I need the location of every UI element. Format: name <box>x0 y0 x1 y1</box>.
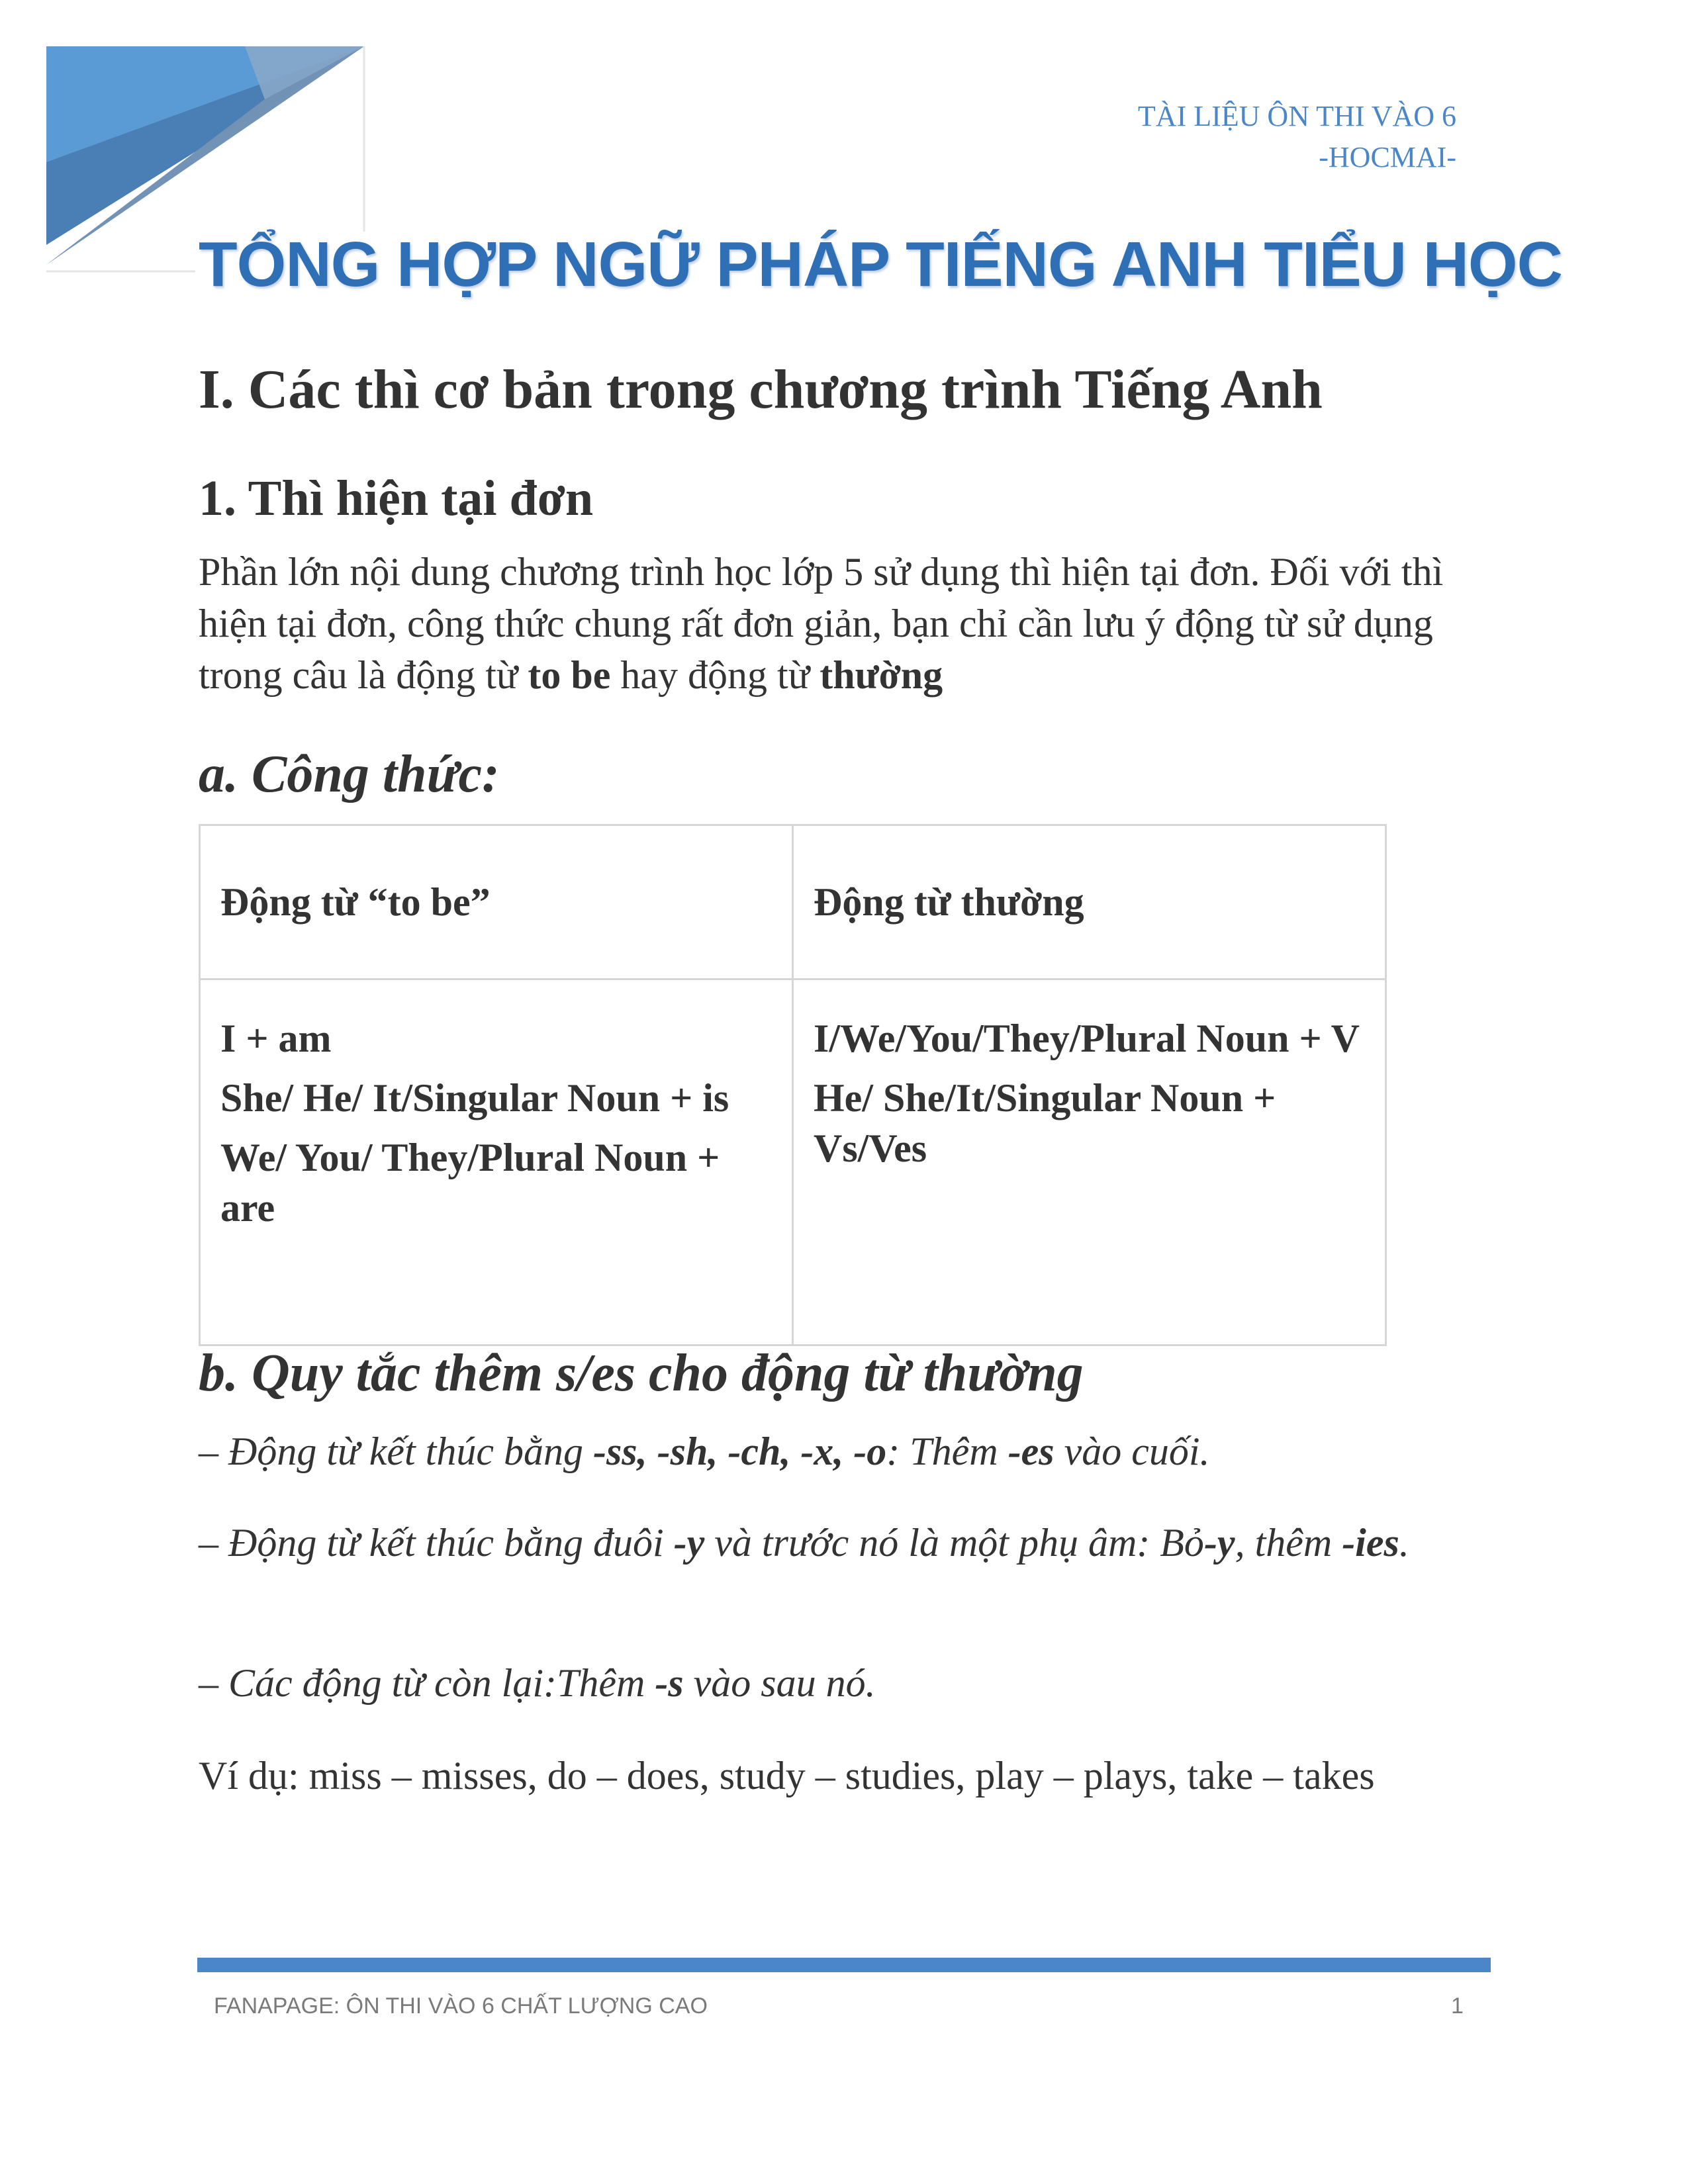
rule-text: vào sau nó. <box>683 1661 876 1705</box>
rule-text: – Các động từ còn lại:Thêm <box>199 1661 655 1705</box>
footer-text: FANAPAGE: ÔN THI VÀO 6 CHẤT LƯỢNG CAO <box>214 1993 708 2019</box>
table-cell-to-be <box>200 979 793 1345</box>
page-number: 1 <box>1451 1993 1464 2019</box>
rule-1 <box>199 1426 1496 1477</box>
rule-bold: -es <box>1008 1430 1055 1473</box>
formula-line: We/ You/ They/Plural Noun + are <box>220 1136 720 1230</box>
intro-paragraph <box>199 546 1489 701</box>
header-line-1: TÀI LIỆU ÔN THI VÀO 6 <box>1137 100 1456 132</box>
rule-text: : Thêm <box>886 1430 1008 1473</box>
header-line-2: -HOCMAI- <box>1319 141 1456 173</box>
formula-line: I + am <box>220 1017 332 1060</box>
rule-bold: -ies <box>1342 1521 1399 1565</box>
rule-bold: -ss, -sh, -ch, -x, -o <box>592 1430 887 1473</box>
table-header-to-be: Động từ “to be” <box>200 825 793 979</box>
rule-bold: -s <box>655 1661 684 1705</box>
rule-bold: -y <box>1203 1521 1235 1565</box>
table-cell-regular-verb <box>793 979 1386 1345</box>
rule-2 <box>199 1518 1496 1568</box>
intro-text: Phần lớn nội dung chương trình học lớp 5 sử dụng thì hiện tại đơn. Đối với thì hiện tại đơn, công thức chung rất đơn giản, bạn chỉ cần lưu ý động từ sử dụng trong câu là động từ <box>199 550 1444 697</box>
example-paragraph: Ví dụ: miss – misses, do – does, study – studies, play – plays, take – takes <box>199 1754 1375 1797</box>
table-header-row <box>200 825 1386 979</box>
rule-text: , thêm <box>1235 1521 1342 1565</box>
rule-text: vào cuối. <box>1054 1430 1210 1473</box>
intro-bold-to-be: to be <box>528 653 611 697</box>
rule-text: – Động từ kết thúc bằng <box>199 1430 593 1473</box>
rule-text: và trước nó là một phụ âm: Bỏ <box>704 1521 1204 1565</box>
subsection-heading: 1. Thì hiện tại đơn <box>199 471 594 526</box>
formula-heading: a. Công thức: <box>199 745 500 803</box>
document-title: TỔNG HỢP NGỮ PHÁP TIẾNG ANH TIỂU HỌC <box>199 229 1562 300</box>
document-header <box>1138 96 1456 178</box>
rule-3 <box>199 1658 1496 1708</box>
rules-heading: b. Quy tắc thêm s/es cho động từ thường <box>199 1344 1084 1402</box>
formula-line: She/ He/ It/Singular Noun + is <box>220 1076 729 1120</box>
formula-line: He/ She/It/Singular Noun + Vs/Ves <box>814 1076 1276 1170</box>
rule-text: – Động từ kết thúc bằng đuôi <box>199 1521 674 1565</box>
section-heading: I. Các thì cơ bản trong chương trình Tiếng Anh <box>199 359 1323 420</box>
rule-text: . <box>1399 1521 1409 1565</box>
rule-bold: -y <box>673 1521 705 1565</box>
table-body-row <box>200 979 1386 1345</box>
table-header-regular-verb: Động từ thường <box>793 825 1386 979</box>
intro-text-middle: hay động từ <box>610 653 820 697</box>
intro-bold-thuong: thường <box>820 653 943 697</box>
footer-divider <box>197 1958 1491 1972</box>
formula-table <box>199 824 1387 1346</box>
formula-line: I/We/You/They/Plural Noun + V <box>814 1017 1360 1060</box>
